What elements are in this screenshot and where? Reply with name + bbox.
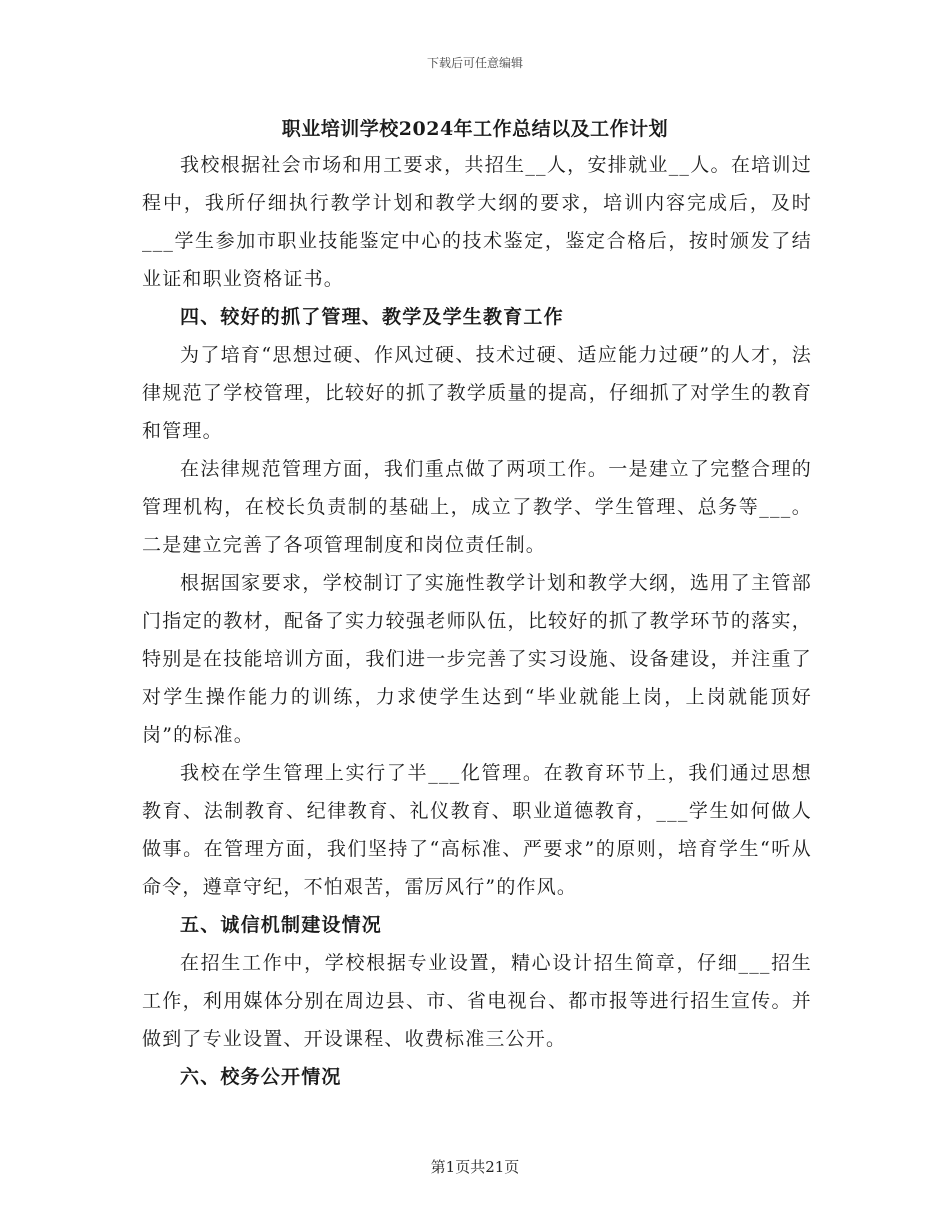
header-note: 下载后可任意编辑 xyxy=(426,56,523,70)
paragraph-student-management: 我校在学生管理上实行了半___化管理。在教育环节上，我们通过思想教育、法制教育、纪律教育、礼仪教育、职业道德教育，___学生如何做人做事。在管理方面，我们坚持了“高标准、严要求”的原则，培育学生“听从命令，遵章守纪，不怕艰苦，雷厉风行”的作风。 xyxy=(142,762,812,898)
paragraph-teaching-plan: 根据国家要求，学校制订了实施性教学计划和教学大纲，选用了主管部门指定的教材，配备了实力较强老师队伍，比较好的抓了教学环节的落实，特别是在技能培训方面，我们进一步完善了实习设施、设备建设，并注重了对学生操作能力的训练，力求使学生达到“毕业就能上岗，上岗就能顶好岗”的标准。 xyxy=(142,572,812,746)
document-title: 职业培训学校2024年工作总结以及工作计划 xyxy=(281,118,669,140)
document-body xyxy=(142,146,812,1096)
paragraph-talent-cultivation: 为了培育“思想过硬、作风过硬、技术过硬、适应能力过硬”的人才，法律规范了学校管理，比较好的抓了教学质量的提高，仔细抓了对学生的教育和管理。 xyxy=(142,344,812,442)
paragraph-recruitment: 在招生工作中，学校根据专业设置，精心设计招生简章，仔细___招生工作，利用媒体分别在周边县、市、省电视台、都市报等进行招生宣传。并做到了专业设置、开设课程、收费标准三公开。 xyxy=(142,952,812,1050)
paragraph-standardized-management: 在法律规范管理方面，我们重点做了两项工作。一是建立了完整合理的管理机构，在校长负责制的基础上，成立了教学、学生管理、总务等___。二是建立完善了各项管理制度和岗位责任制。 xyxy=(142,458,812,556)
page-number: 第1页共21页 xyxy=(430,1158,520,1176)
section-heading-transparency: 六、校务公开情况 xyxy=(180,1066,342,1088)
section-heading-integrity: 五、诚信机制建设情况 xyxy=(180,914,383,936)
section-heading-management: 四、较好的抓了管理、教学及学生教育工作 xyxy=(180,306,564,328)
paragraph-enrollment: 我校根据社会市场和用工要求，共招生__人，安排就业__人。在培训过程中，我所仔细执行教学计划和教学大纲的要求，培训内容完成后，及时___学生参加市职业技能鉴定中心的技术鉴定，鉴定合格后，按时颁发了结业证和职业资格证书。 xyxy=(142,154,812,290)
